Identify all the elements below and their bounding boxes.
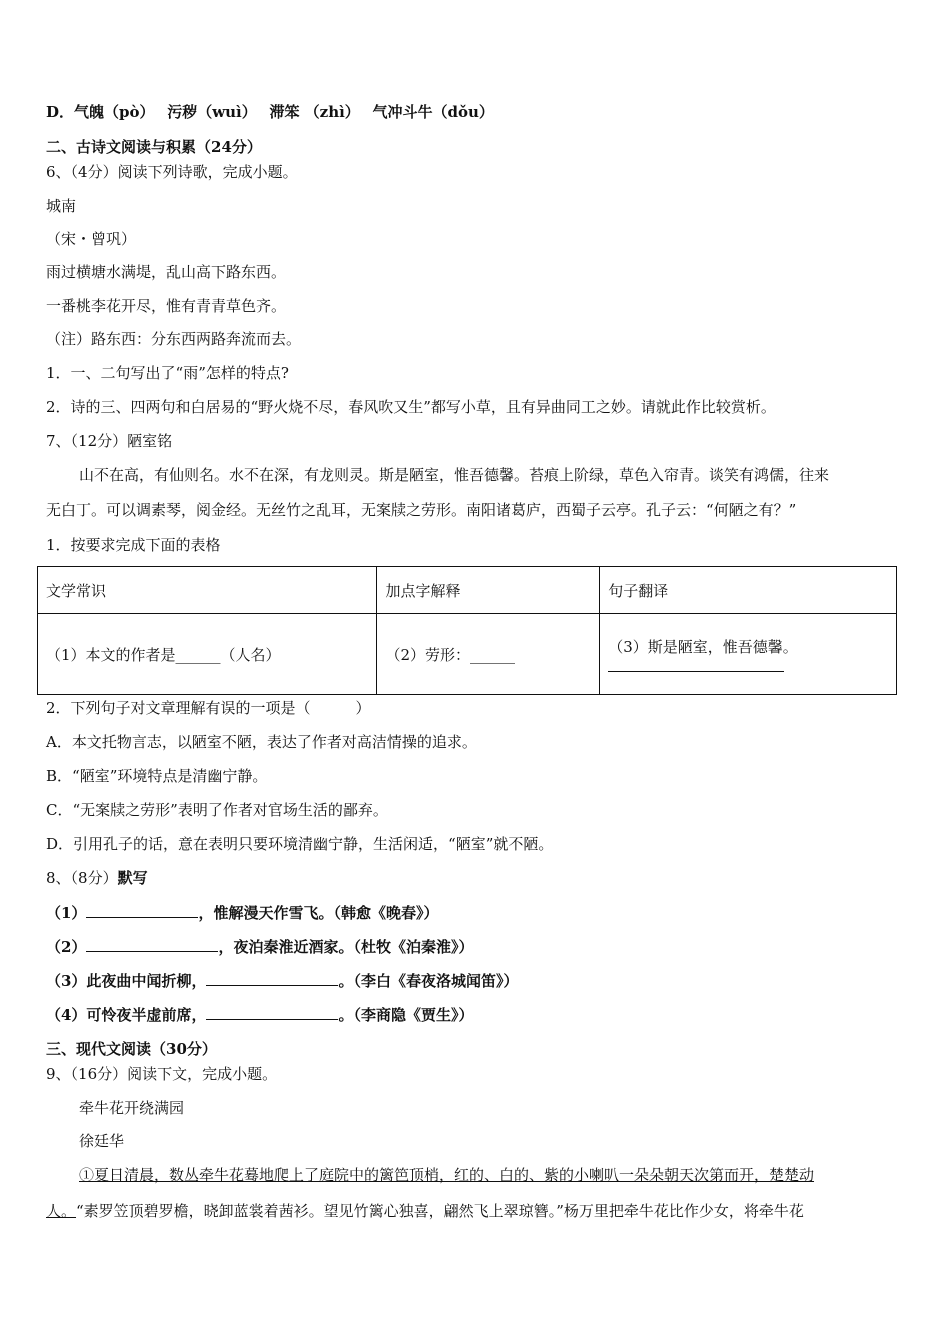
option-b: B．“陋室”环境特点是清幽宁静。 (46, 767, 268, 785)
q8-blank-3 (206, 971, 338, 986)
translation-sentence: （3）斯是陋室，惟吾德馨。 (608, 638, 798, 656)
q8-line-4-pre: （4）可怜夜半虚前席， (46, 1006, 207, 1024)
q8-intro (46, 868, 148, 888)
section2-heading: 二、古诗文阅读与积累（24分） (46, 138, 262, 156)
q7-sub2: 2．下列句子对文章理解有误的一项是（ ） (46, 699, 371, 717)
poem-line-2: 一番桃李花开尽，惟有青青草色齐。 (46, 297, 287, 315)
option-c: C．“无案牍之劳形”表明了作者对官场生活的鄙弃。 (46, 801, 388, 819)
table-cell-author: （1）本文的作者是______（人名） (38, 614, 377, 695)
table-header-translation: 句子翻译 (600, 567, 897, 614)
q8-line-1 (46, 903, 438, 923)
q7-text-2: 无白丁。可以调素琴，阅金经。无丝竹之乱耳，无案牍之劳形。南阳诸葛庐，西蜀子云亭。孔子云：“何陋之有？” (46, 501, 797, 519)
q8-line-3 (46, 971, 518, 991)
article-underlined-end: 人。 (46, 1202, 77, 1220)
option-a: A．本文托物言志，以陋室不陋，表达了作者对高洁情操的追求。 (46, 733, 477, 751)
article-author: 徐廷华 (79, 1132, 125, 1150)
section3-heading: 三、现代文阅读（30分） (46, 1040, 217, 1058)
q7-intro: 7、（12分）陋室铭 (46, 432, 173, 450)
option-d: D．气魄（pò） 污秽（wuì） 滞笨 （zhì） 气冲斗牛（dǒu） (46, 103, 494, 121)
q7-sub1: 1．按要求完成下面的表格 (46, 536, 221, 554)
q6-intro: 6、（4分）阅读下列诗歌，完成小题。 (46, 163, 298, 181)
article-paragraph-1-rest: “素罗笠顶碧罗檐，晓卸蓝裳着茜衫。望见竹篱心独喜，翩然飞上翠琼簪。”杨万里把牵牛花比作少女，将牵牛花 (76, 1202, 804, 1220)
q7-text-1: 山不在高，有仙则名。水不在深，有龙则灵。斯是陋室，惟吾德馨。苔痕上阶绿，草色入帘青。谈笑有鸿儒，往来 (79, 466, 830, 484)
answer-table-row (38, 614, 897, 695)
table-cell-laoxing: （2）劳形：______ (377, 614, 600, 695)
q9-intro: 9、（16分）阅读下文，完成小题。 (46, 1065, 278, 1083)
q8-blank-4 (206, 1005, 338, 1020)
q8-line-4-post: 。（李商隐《贾生》） (338, 1006, 474, 1024)
q8-blank-2 (86, 937, 218, 952)
poem-author: （宋・曾巩） (46, 230, 137, 248)
q8-line-4 (46, 1005, 473, 1025)
poem-title: 城南 (46, 197, 77, 215)
answer-table-header-row (38, 567, 897, 614)
q8-blank-1 (86, 903, 198, 918)
article-paragraph-1: ①夏日清晨，数丛牵牛花蓦地爬上了庭院中的篱笆顶梢，红的、白的、紫的小喇叭一朵朵朝天次第而开，楚楚动 (79, 1166, 815, 1184)
q6-sub1: 1．一、二句写出了“雨”怎样的特点? (46, 364, 289, 382)
table-cell-translation (600, 614, 897, 695)
q8-line-3-pre: （3）此夜曲中闻折柳， (46, 972, 207, 990)
q6-sub2: 2．诗的三、四两句和白居易的“野火烧不尽，春风吹又生”都写小草，且有异曲同工之妙。请就此作比较赏析。 (46, 398, 776, 416)
q8-line-2-pre: （2） (46, 938, 87, 956)
poem-note: （注）路东西：分东西两路奔流而去。 (46, 330, 302, 348)
poem-line-1: 雨过横塘水满堤，乱山高下路东西。 (46, 263, 287, 281)
q8-line-1-post: ，惟解漫天作雪飞。（韩愈《晚春》） (198, 904, 439, 922)
article-paragraph-1-cont (46, 1201, 804, 1221)
q8-line-2-post: ，夜泊秦淮近酒家。（杜牧《泊秦淮》） (218, 938, 474, 956)
q8-intro-title: 默写 (117, 869, 148, 887)
table-header-literature: 文学常识 (38, 567, 377, 614)
article-title: 牵牛花开绕满园 (79, 1099, 185, 1117)
translation-blank (608, 671, 784, 672)
q8-line-2 (46, 937, 473, 957)
table-header-word-explanation: 加点字解释 (377, 567, 600, 614)
q8-line-3-post: 。（李白《春夜洛城闻笛》） (338, 972, 519, 990)
answer-table (37, 566, 897, 695)
option-d-answer: D．引用孔子的话，意在表明只要环境清幽宁静，生活闲适，“陋室”就不陋。 (46, 835, 554, 853)
q8-line-1-pre: （1） (46, 904, 87, 922)
q8-intro-prefix: 8、（8分） (46, 869, 118, 887)
